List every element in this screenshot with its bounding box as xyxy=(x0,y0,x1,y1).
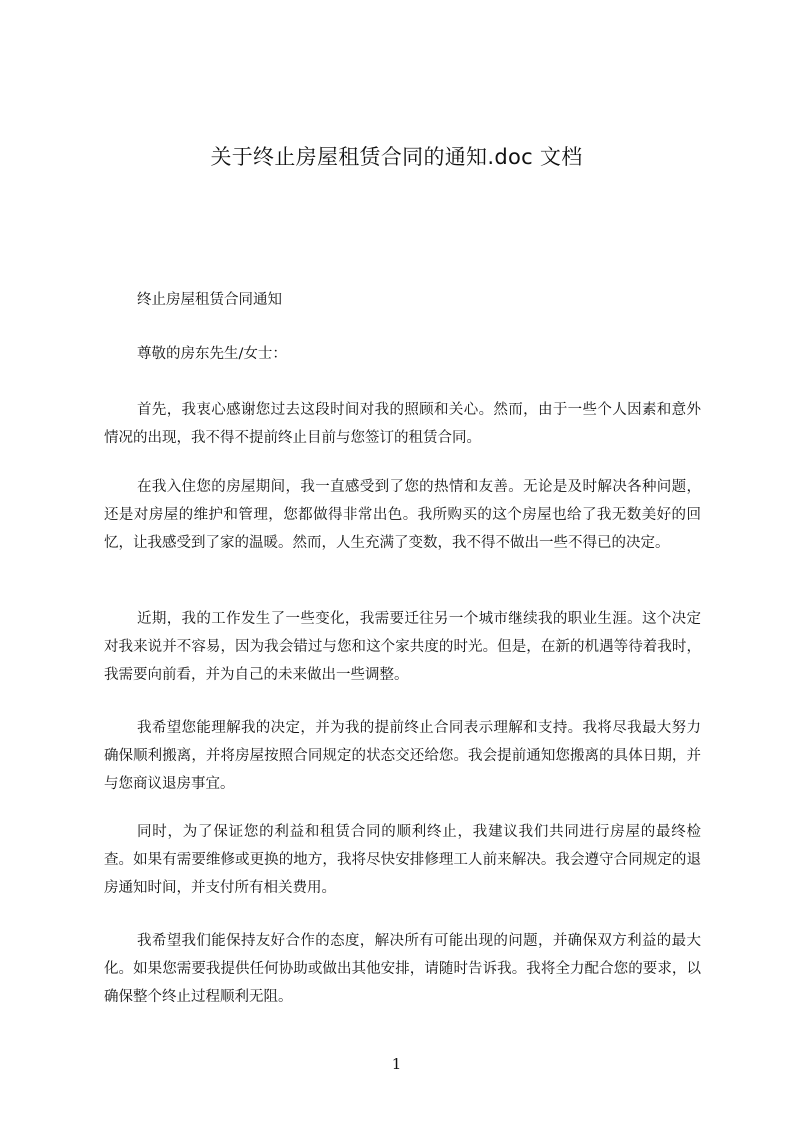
paragraph-2: 在我入住您的房屋期间，我一直感受到了您的热情和友善。无论是及时解决各种问题，还是对房屋的维护和管理，您都做得非常出色。我所购买的这个房屋也给了我无数美好的回忆，让我感受到了家的温暖。然而，人生充满了变数，我不得不做出一些不得已的决定。 xyxy=(104,479,701,551)
paragraph-4: 我希望您能理解我的决定，并为我的提前终止合同表示理解和支持。我将尽我最大努力确保顺利搬离，并将房屋按照合同规定的状态交还给您。我会提前通知您搬离的具体日期，并与您商议退房事宜。 xyxy=(104,720,701,792)
paragraph-6: 我希望我们能保持友好合作的态度，解决所有可能出现的问题，并确保双方利益的最大化。如果您需要我提供任何协助或做出其他安排，请随时告诉我。我将全力配合您的要求，以确保整个终止过程顺利无阻。 xyxy=(104,933,701,1005)
salutation: 尊敬的房东先生/女士： xyxy=(137,346,287,362)
paragraph-5: 同时，为了保证您的利益和租赁合同的顺利终止，我建议我们共同进行房屋的最终检查。如果有需要维修或更换的地方，我将尽快安排修理工人前来解决。我会遵守合同规定的退房通知时间，并支付所有相关费用。 xyxy=(104,824,701,896)
notice-heading: 终止房屋租赁合同通知 xyxy=(137,292,282,308)
paragraph-3: 近期，我的工作发生了一些变化，我需要迁往另一个城市继续我的职业生涯。这个决定对我来说并不容易，因为我会错过与您和这个家共度的时光。但是，在新的机遇等待着我时，我需要向前看，并为自己的未来做出一些调整。 xyxy=(104,611,701,683)
page-number: 1 xyxy=(391,1055,402,1073)
paragraph-1: 首先，我衷心感谢您过去这段时间对我的照顾和关心。然而，由于一些个人因素和意外情况的出现，我不得不提前终止目前与您签订的租赁合同。 xyxy=(104,402,701,446)
document-title: 关于终止房屋租赁合同的通知.doc 文档 xyxy=(210,145,583,169)
